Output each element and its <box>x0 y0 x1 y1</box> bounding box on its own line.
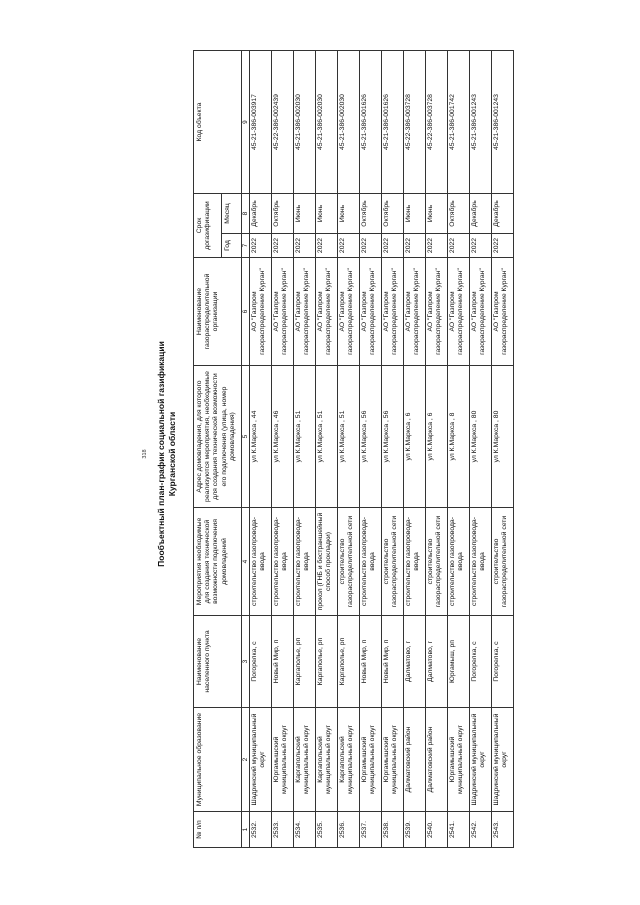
organization-cell: АО "Газпром газораспределение Курган" <box>294 258 316 366</box>
settlement-cell: Новый Мир, п <box>360 616 382 708</box>
column-number: 6 <box>242 258 250 366</box>
table-row <box>316 51 338 848</box>
row-number: 2543. <box>492 812 514 848</box>
year-cell: 2022 <box>294 234 316 258</box>
address-cell: ул К.Маркса , 51 <box>338 366 360 508</box>
address-cell: ул К.Маркса , 6 <box>404 366 426 508</box>
table-row <box>426 51 448 848</box>
settlement-cell: Погорелка, с <box>470 616 492 708</box>
title-line-1: Пообъектный план-график социальной газификации <box>156 341 166 567</box>
month-cell: Декабрь <box>470 194 492 234</box>
header-num: № п/п <box>194 812 242 848</box>
measure-cell: строительство газопровода-ввода <box>272 508 294 616</box>
organization-cell: АО "Газпром газораспределение Курган" <box>338 258 360 366</box>
settlement-cell: Каргаполье, рп <box>316 616 338 708</box>
row-number: 2537. <box>360 812 382 848</box>
month-cell: Октябрь <box>272 194 294 234</box>
year-cell: 2022 <box>360 234 382 258</box>
column-number: 4 <box>242 508 250 616</box>
organization-cell: АО "Газпром газораспределение Курган" <box>250 258 272 366</box>
page-number: 318 <box>142 449 148 459</box>
organization-cell: АО "Газпром газораспределение Курган" <box>426 258 448 366</box>
municipality-cell: Каргапольский муниципальный округ <box>316 708 338 812</box>
column-number: 9 <box>242 51 250 194</box>
table-row <box>448 51 470 848</box>
column-number-row <box>242 51 250 848</box>
measure-cell: строительство газораспределительной сети <box>382 508 404 616</box>
header-object-code: Код объекта <box>194 51 242 194</box>
month-cell: Декабрь <box>250 194 272 234</box>
municipality-cell: Юргамышский муниципальный округ <box>448 708 470 812</box>
month-cell: Июнь <box>316 194 338 234</box>
object-code-cell: 45-22-386-003728 <box>404 51 426 194</box>
header-year: Год <box>222 234 242 258</box>
measure-cell: строительство газопровода-ввода <box>294 508 316 616</box>
address-cell: ул К.Маркса , 8 <box>448 366 470 508</box>
row-number: 2541. <box>448 812 470 848</box>
object-code-cell: 45-21-386-001626 <box>382 51 404 194</box>
municipality-cell: Далматовский район <box>426 708 448 812</box>
address-cell: ул К.Маркса , 6 <box>426 366 448 508</box>
title-line-2: Курганской области <box>167 411 177 497</box>
table-header <box>194 51 250 848</box>
year-cell: 2022 <box>250 234 272 258</box>
table-row <box>360 51 382 848</box>
header-month: Месяц <box>222 194 242 234</box>
municipality-cell: Юргамышский муниципальный округ <box>382 708 404 812</box>
municipality-cell: Каргапольский муниципальный округ <box>294 708 316 812</box>
month-cell: Июнь <box>426 194 448 234</box>
settlement-cell: Далматово, г <box>426 616 448 708</box>
header-address: Адрес домовладения, для которого реализуются мероприятия, необходимые для создания технической возможности его подключения (улица, номер домовладения) <box>194 366 242 508</box>
table-row <box>470 51 492 848</box>
table-row <box>404 51 426 848</box>
address-cell: ул К.Маркса , 51 <box>316 366 338 508</box>
table-row <box>272 51 294 848</box>
year-cell: 2022 <box>448 234 470 258</box>
organization-cell: АО "Газпром газораспределение Курган" <box>360 258 382 366</box>
table-row <box>338 51 360 848</box>
month-cell: Июнь <box>338 194 360 234</box>
measure-cell: прокол (ГНБ и бестраншейный способ прокладки) <box>316 508 338 616</box>
measure-cell: строительство газопровода-ввода <box>360 508 382 616</box>
settlement-cell: Далматово, г <box>404 616 426 708</box>
row-number: 2533. <box>272 812 294 848</box>
year-cell: 2022 <box>382 234 404 258</box>
month-cell: Октябрь <box>382 194 404 234</box>
municipality-cell: Шадринский муниципальный округ <box>492 708 514 812</box>
table-row <box>250 51 272 848</box>
object-code-cell: 45-21-386-001243 <box>470 51 492 194</box>
settlement-cell: Каргаполье, рп <box>338 616 360 708</box>
settlement-cell: Новый Мир, п <box>382 616 404 708</box>
year-cell: 2022 <box>338 234 360 258</box>
column-number: 2 <box>242 708 250 812</box>
object-code-cell: 45-21-386-002030 <box>294 51 316 194</box>
table-body <box>250 51 514 848</box>
municipality-cell: Шадринский муниципальный округ <box>250 708 272 812</box>
row-number: 2535. <box>316 812 338 848</box>
year-cell: 2022 <box>426 234 448 258</box>
address-cell: ул К.Маркса , 80 <box>470 366 492 508</box>
row-number: 2532. <box>250 812 272 848</box>
measure-cell: строительство газопровода-ввода <box>470 508 492 616</box>
column-number: 5 <box>242 366 250 508</box>
row-number: 2540. <box>426 812 448 848</box>
object-code-cell: 45-21-386-002030 <box>338 51 360 194</box>
month-cell: Июнь <box>404 194 426 234</box>
year-cell: 2022 <box>316 234 338 258</box>
month-cell: Июнь <box>294 194 316 234</box>
address-cell: ул К.Маркса , 56 <box>360 366 382 508</box>
municipality-cell: Юргамышский муниципальный округ <box>360 708 382 812</box>
month-cell: Октябрь <box>448 194 470 234</box>
organization-cell: АО "Газпром газораспределение Курган" <box>404 258 426 366</box>
settlement-cell: Юргамыш, рп <box>448 616 470 708</box>
municipality-cell: Далматовский район <box>404 708 426 812</box>
year-cell: 2022 <box>470 234 492 258</box>
row-number: 2538. <box>382 812 404 848</box>
year-cell: 2022 <box>272 234 294 258</box>
column-number: 8 <box>242 194 250 234</box>
object-code-cell: 45-21-386-001742 <box>448 51 470 194</box>
organization-cell: АО "Газпром газораспределение Курган" <box>272 258 294 366</box>
year-cell: 2022 <box>492 234 514 258</box>
measure-cell: строительство газопровода-ввода <box>448 508 470 616</box>
municipality-cell: Юргамышский муниципальный округ <box>272 708 294 812</box>
address-cell: ул К.Маркса , 46 <box>272 366 294 508</box>
row-number: 2536. <box>338 812 360 848</box>
address-cell: ул К.Маркса , 80 <box>492 366 514 508</box>
object-code-cell: 45-22-386-002439 <box>272 51 294 194</box>
header-settlement: Наименование населенного пункта <box>194 616 242 708</box>
column-number: 7 <box>242 234 250 258</box>
measure-cell: строительство газораспределительной сети <box>492 508 514 616</box>
table-row <box>492 51 514 848</box>
settlement-cell: Погорелка, с <box>250 616 272 708</box>
year-cell: 2022 <box>404 234 426 258</box>
settlement-cell: Новый Мир, п <box>272 616 294 708</box>
header-organization: Наименование газораспределительной организации <box>194 258 242 366</box>
address-cell: ул К.Маркса , 56 <box>382 366 404 508</box>
object-code-cell: 45-22-386-003728 <box>426 51 448 194</box>
row-number: 2542. <box>470 812 492 848</box>
month-cell: Декабрь <box>492 194 514 234</box>
month-cell: Октябрь <box>360 194 382 234</box>
organization-cell: АО "Газпром газораспределение Курган" <box>448 258 470 366</box>
municipality-cell: Шадринский муниципальный округ <box>470 708 492 812</box>
measure-cell: строительство газораспределительной сети <box>426 508 448 616</box>
table-row <box>294 51 316 848</box>
page-title <box>156 34 178 874</box>
measure-cell: строительство газопровода-ввода <box>250 508 272 616</box>
organization-cell: АО "Газпром газораспределение Курган" <box>492 258 514 366</box>
measure-cell: строительство газопровода-ввода <box>404 508 426 616</box>
object-code-cell: 45-21-386-001626 <box>360 51 382 194</box>
header-municipality: Муниципальное образование <box>194 708 242 812</box>
gasification-schedule-table <box>193 50 514 848</box>
address-cell: ул К.Маркса , 44 <box>250 366 272 508</box>
organization-cell: АО "Газпром газораспределение Курган" <box>316 258 338 366</box>
settlement-cell: Погорелка, с <box>492 616 514 708</box>
settlement-cell: Каргаполье, рп <box>294 616 316 708</box>
table-row <box>382 51 404 848</box>
organization-cell: АО "Газпром газораспределение Курган" <box>470 258 492 366</box>
object-code-cell: 45-21-386-001243 <box>492 51 514 194</box>
row-number: 2539. <box>404 812 426 848</box>
rotated-page <box>76 34 596 874</box>
column-number: 1 <box>242 812 250 848</box>
column-number: 3 <box>242 616 250 708</box>
row-number: 2534. <box>294 812 316 848</box>
address-cell: ул К.Маркса , 51 <box>294 366 316 508</box>
measure-cell: строительство газораспределительной сети <box>338 508 360 616</box>
object-code-cell: 45-21-386-002030 <box>316 51 338 194</box>
header-measures: Мероприятия необходимые для создания технической возможности подключения домовладений <box>194 508 242 616</box>
object-code-cell: 45-21-386-003917 <box>250 51 272 194</box>
organization-cell: АО "Газпром газораспределение Курган" <box>382 258 404 366</box>
municipality-cell: Каргапольский муниципальный округ <box>338 708 360 812</box>
header-deadline: Срок догазификации <box>194 194 222 258</box>
